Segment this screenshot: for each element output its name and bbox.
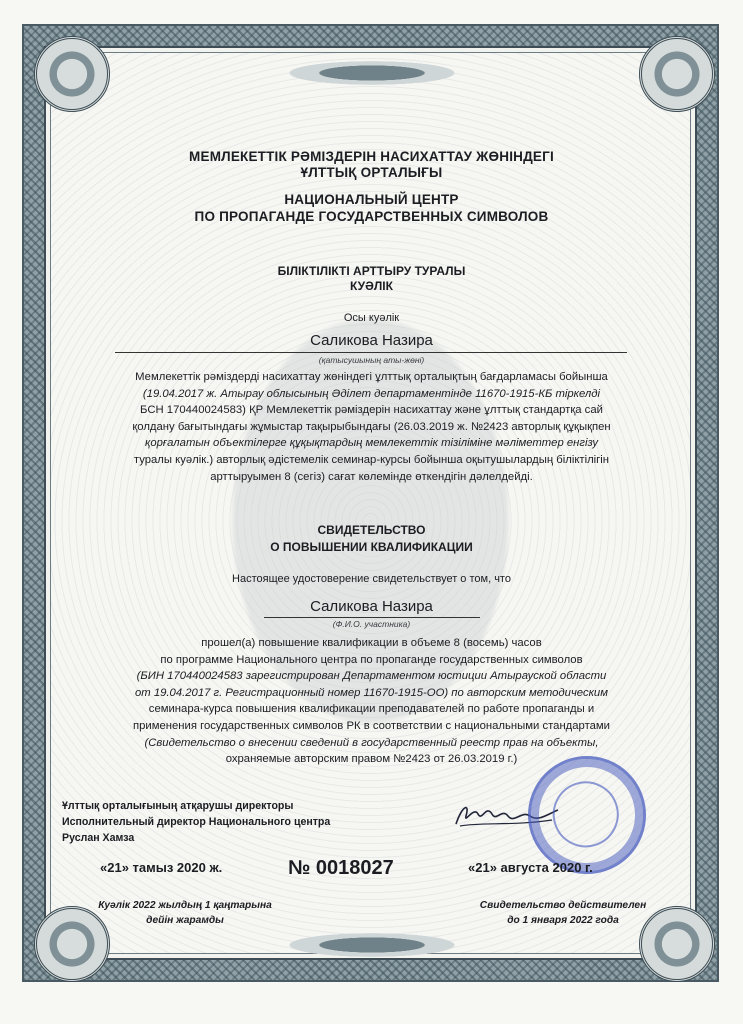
ru-org-line-2: ПО ПРОПАГАНДЕ ГОСУДАРСТВЕННЫХ СИМВОЛОВ — [194, 209, 549, 224]
certificate-number: № 0018027 — [288, 857, 394, 879]
ru-title-line-1: СВИДЕТЕЛЬСТВО — [317, 523, 426, 537]
kz-body-line: қорғалатын объектілерге құқықтардың мемлекеттік тізіліміне мәліметтер енгізу — [144, 437, 598, 450]
ru-name-caption: (Ф.И.О. участника) — [332, 619, 411, 629]
validity-ru-line: до 1 января 2022 года — [507, 915, 619, 926]
ru-body-line: семинара-курса повышения квалификации преподавателей по работе пропаганды и — [148, 703, 595, 716]
validity-kz-line: Куәлік 2022 жылдың 1 қаңтарына — [98, 900, 272, 911]
ru-body-line: прошел(а) повышение квалификации в объеме 8 (восемь) часов — [201, 637, 542, 649]
kz-title-line-2: КУӘЛІК — [350, 279, 393, 293]
kz-body-text — [64, 369, 679, 485]
ru-body-line: (Свидетельство о внесении сведений в государственный реестр прав на объекты, — [144, 736, 599, 749]
kz-intro: Осы куәлік — [343, 312, 400, 324]
kz-body-line: туралы куәлік.) авторлық әдістемелік семинар-курсы бойынша оқытушылардың біліктілігін — [133, 453, 610, 466]
signatory-line: Ұлттық орталығының атқарушы директоры — [62, 800, 294, 812]
ru-body-line: от 19.04.2017 г. Регистрационный номер 11670-1915-ОО) по авторским методическим — [135, 686, 608, 699]
date-kz: «21» тамыз 2020 ж. — [100, 860, 223, 875]
ru-body-line: применения государственных символов РК в соответствии с национальными стандартами — [132, 719, 610, 732]
kz-org-line-2: ҰЛТТЫҚ ОРТАЛЫҒЫ — [300, 165, 443, 180]
signatory-name: Руслан Хамза — [62, 832, 135, 844]
ru-body-text — [64, 635, 679, 768]
ru-intro: Настоящее удостоверение свидетельствует о том, что — [232, 573, 511, 585]
date-ru: «21» августа 2020 г. — [468, 860, 593, 875]
signatory-line: Исполнительный директор Национального центра — [62, 816, 331, 828]
validity-ru — [448, 898, 678, 928]
kz-name-underline — [115, 352, 627, 353]
kz-title-line-1: БІЛІКТІЛІКТІ АРТТЫРУ ТУРАЛЫ — [277, 264, 466, 278]
ru-title-line-2: О ПОВЫШЕНИИ КВАЛИФИКАЦИИ — [270, 540, 473, 554]
signatory-block — [62, 798, 330, 846]
validity-ru-line: Свидетельство действителен — [479, 900, 647, 911]
stamp-inner-ring — [544, 773, 627, 856]
validity-kz-line: дейін жарамды — [146, 915, 224, 926]
ru-body-line: охраняемые авторским правом №2423 от 26.03.2019 г.) — [225, 753, 518, 766]
kz-body-line: БСН 170440024583) ҚР Мемлекеттік рәміздерін насихаттау және ұлттық стандартқа сай — [140, 404, 603, 417]
ru-name-underline — [264, 617, 480, 618]
kz-body-line: қолдану бағытындағы жұмыстар тақырыбындағы (26.03.2019 ж. №2423 авторлық құқықпен — [132, 420, 611, 433]
validity-kz — [70, 898, 300, 928]
ru-participant-name: Саликова Назира — [310, 598, 433, 615]
kz-participant-name: Саликова Назира — [310, 332, 433, 349]
kz-org-line-1: МЕМЛЕКЕТТІК РӘМІЗДЕРІН НАСИХАТТАУ ЖӨНІНДЕГІ — [189, 149, 554, 164]
kz-body-line: арттыруымен 8 (сегіз) сағат көлемінде өткендігін дәлелдейді. — [210, 470, 533, 483]
kz-name-caption: (қатысушының аты-жөні) — [318, 355, 425, 365]
ru-org-line-1: НАЦИОНАЛЬНЫЙ ЦЕНТР — [284, 192, 459, 207]
kz-body-line: (19.04.2017 ж. Атырау облысының Әділет департаментінде 11670-1915-КБ тіркелді — [142, 387, 601, 400]
ru-body-line: по программе Национального центра по пропаганде государственных символов — [160, 653, 583, 666]
ru-body-line: (БИН 170440024583 зарегистрирован Департаментом юстиции Атырауской области — [136, 670, 607, 683]
kz-body-line: Мемлекеттік рәміздерді насихаттау жөніндегі ұлттық орталықтың бағдарламасы бойынша — [135, 371, 608, 383]
